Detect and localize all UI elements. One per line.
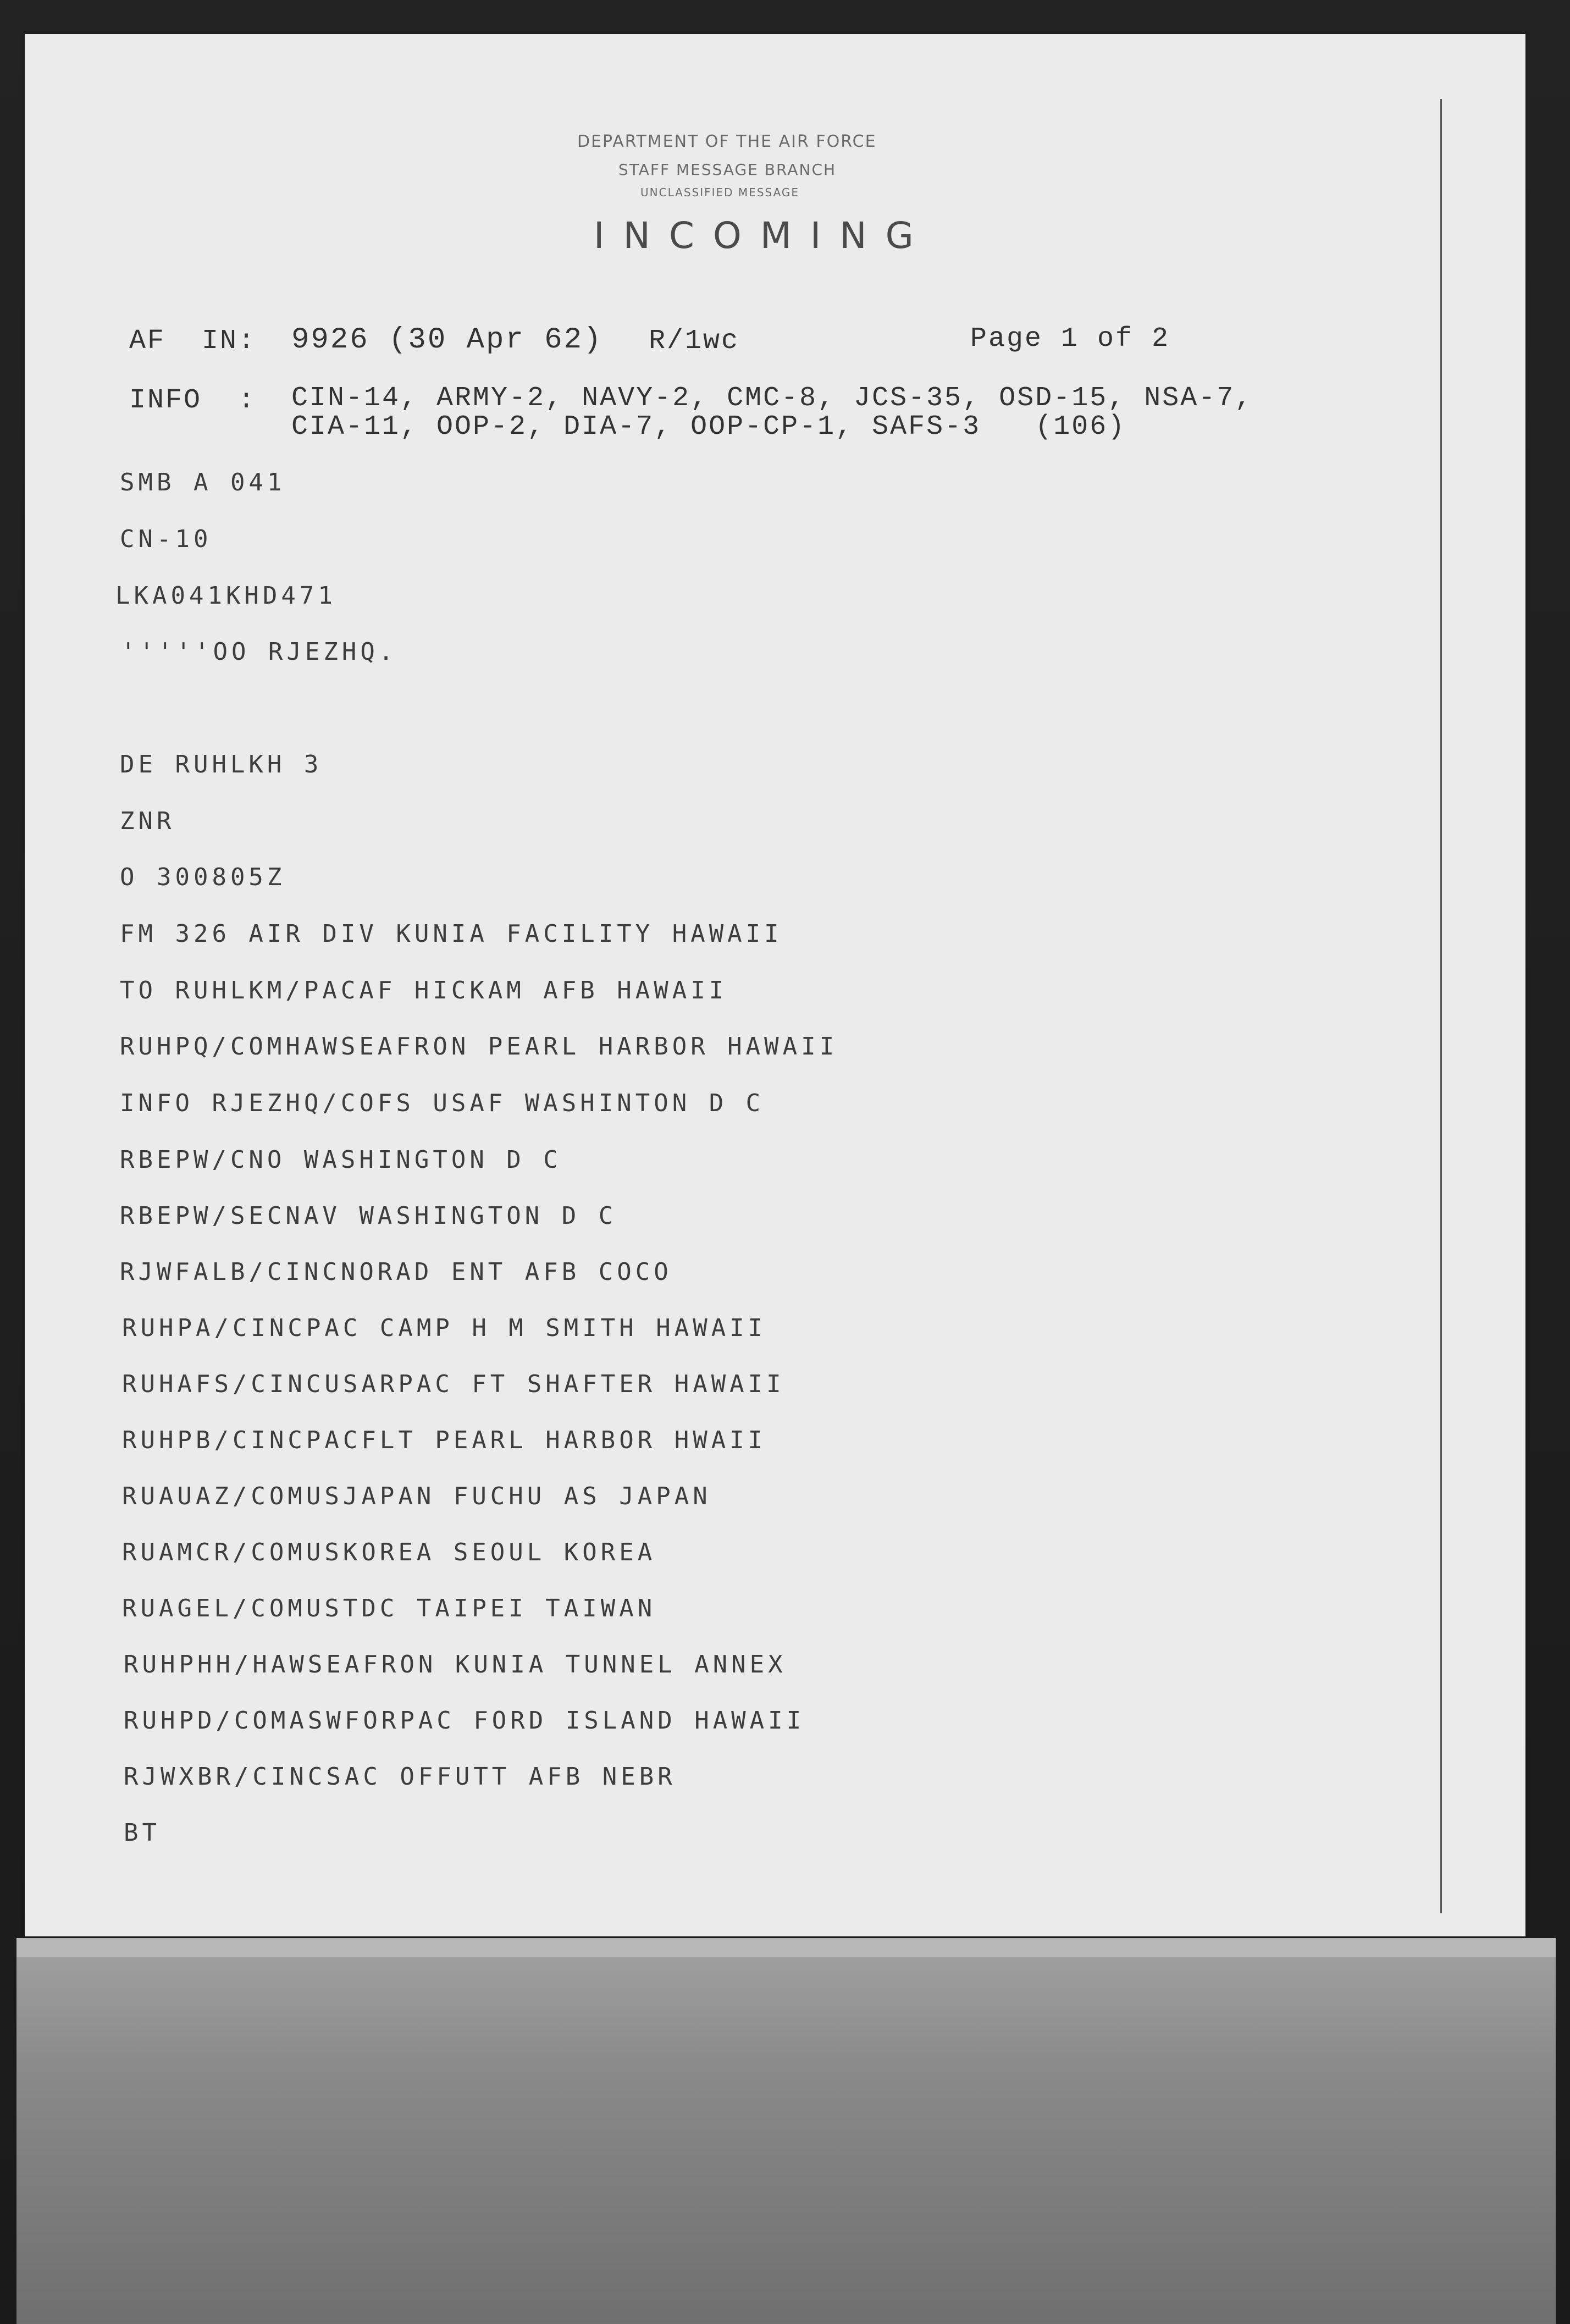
message-line: BT bbox=[124, 1819, 161, 1847]
page-number: Page 1 of 2 bbox=[970, 323, 1170, 355]
message-line: LKA041KHD471 bbox=[115, 582, 336, 610]
film-lower-area bbox=[16, 1957, 1556, 2324]
message-line: RJWFALB/CINCNORAD ENT AFB COCO bbox=[120, 1258, 672, 1286]
message-line: ZNR bbox=[120, 807, 175, 835]
message-line: CN-10 bbox=[120, 525, 212, 553]
incoming-title: INCOMING bbox=[594, 214, 932, 257]
right-margin-rule bbox=[1440, 99, 1442, 1913]
message-line: RUAGEL/COMUSTDC TAIPEI TAIWAN bbox=[122, 1594, 656, 1622]
info-distribution-line-1: CIN-14, ARMY-2, NAVY-2, CMC-8, JCS-35, OSD-15, NSA-7, bbox=[291, 383, 1253, 414]
message-line: RBEPW/CNO WASHINGTON D C bbox=[120, 1146, 562, 1174]
message-line: RUHPD/COMASWFORPAC FORD ISLAND HAWAII bbox=[124, 1707, 805, 1735]
af-in-value: 9926 (30 Apr 62) bbox=[291, 323, 603, 357]
branch-header: STAFF MESSAGE BRANCH bbox=[618, 161, 837, 179]
message-line: FM 326 AIR DIV KUNIA FACILITY HAWAII bbox=[120, 920, 783, 948]
message-line: O 300805Z bbox=[120, 863, 286, 891]
message-line: RUHPQ/COMHAWSEAFRON PEARL HARBOR HAWAII bbox=[120, 1033, 838, 1061]
info-label: INFO : bbox=[129, 385, 257, 416]
message-line: RUHPHH/HAWSEAFRON KUNIA TUNNEL ANNEX bbox=[124, 1650, 787, 1679]
message-line: '''''OO RJEZHQ. bbox=[121, 638, 397, 666]
routing-code: R/1wc bbox=[649, 325, 740, 357]
message-line: SMB A 041 bbox=[120, 468, 286, 496]
classification-header: UNCLASSIFIED MESSAGE bbox=[640, 186, 800, 199]
message-line: RUAMCR/COMUSKOREA SEOUL KOREA bbox=[122, 1538, 656, 1566]
message-line: RBEPW/SECNAV WASHINGTON D C bbox=[120, 1202, 617, 1230]
message-line: TO RUHLKM/PACAF HICKAM AFB HAWAII bbox=[120, 976, 728, 1004]
message-line: RUHAFS/CINCUSARPAC FT SHAFTER HAWAII bbox=[122, 1370, 785, 1398]
af-in-label: AF IN: bbox=[129, 325, 257, 357]
message-line: RUHPB/CINCPACFLT PEARL HARBOR HWAII bbox=[122, 1426, 767, 1454]
message-line: RUAUAZ/COMUSJAPAN FUCHU AS JAPAN bbox=[122, 1482, 711, 1510]
message-line: DE RUHLKH 3 bbox=[120, 750, 323, 779]
info-distribution-line-2: CIA-11, OOP-2, DIA-7, OOP-CP-1, SAFS-3 (106) bbox=[291, 411, 1126, 443]
message-line: RJWXBR/CINCSAC OFFUTT AFB NEBR bbox=[124, 1763, 676, 1791]
department-header: DEPARTMENT OF THE AIR FORCE bbox=[577, 132, 877, 151]
message-line: RUHPA/CINCPAC CAMP H M SMITH HAWAII bbox=[122, 1314, 767, 1342]
message-line: INFO RJEZHQ/COFS USAF WASHINTON D C bbox=[120, 1089, 765, 1117]
